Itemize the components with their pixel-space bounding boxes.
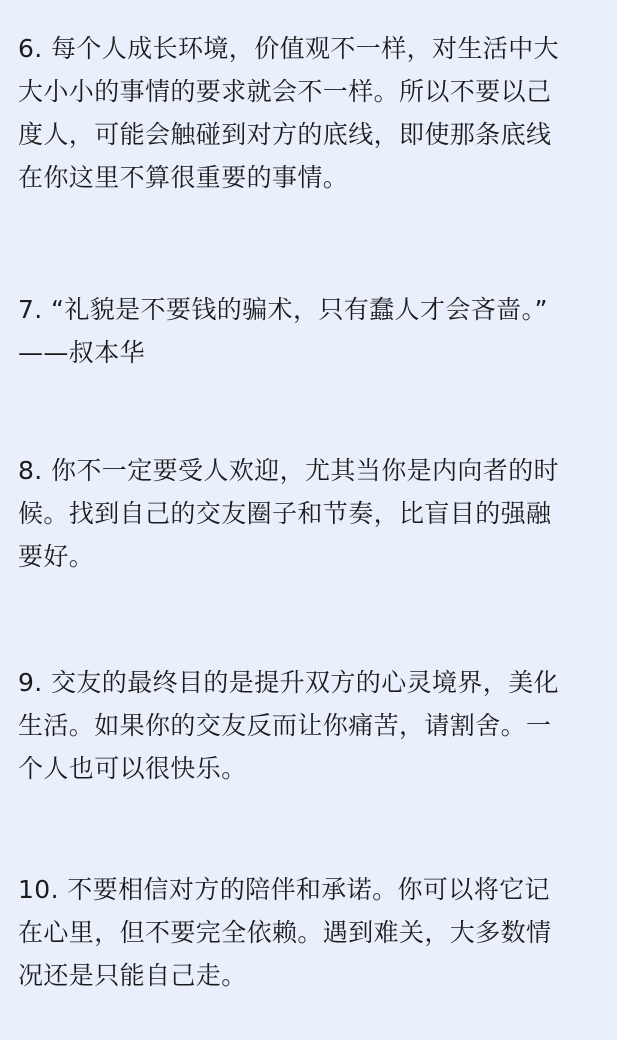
item-10-line-3: 况还是只能自己走。 [18,961,247,990]
item-9-line-2: 生活。如果你的交友反而让你痛苦，请割舍。一 [18,711,552,740]
item-6-line-4: 在你这里不算很重要的事情。 [18,163,349,192]
item-8-line-3: 要好。 [18,542,95,571]
item-8-line-1: 8. 你不一定要受人欢迎，尤其当你是内向者的时 [18,456,560,485]
list-item-7 [18,288,608,374]
item-10-line-2: 在心里，但不要完全依赖。遇到难关，大多数情 [18,918,552,947]
item-6-line-2: 大小小的事情的要求就会不一样。所以不要以己 [18,77,552,106]
item-10-line-1: 10. 不要相信对方的陪伴和承诺。你可以将它记 [18,875,550,904]
list-item-9 [18,661,608,790]
item-8-line-2: 候。找到自己的交友圈子和节奏，比盲目的强融 [18,499,552,528]
item-9-line-3: 个人也可以很快乐。 [18,754,247,783]
item-7-line-1: 7. “礼貌是不要钱的骗术，只有蠢人才会吝啬。” [18,295,548,324]
list-item-6 [18,27,608,199]
item-6-line-3: 度人，可能会触碰到对方的底线，即使那条底线 [18,120,552,149]
item-7-line-2: ——叔本华 [18,338,146,367]
list-item-10 [18,868,608,997]
item-9-line-1: 9. 交友的最终目的是提升双方的心灵境界，美化 [18,668,560,697]
list-item-8 [18,449,608,578]
item-6-line-1: 6. 每个人成长环境，价值观不一样，对生活中大 [18,34,560,63]
